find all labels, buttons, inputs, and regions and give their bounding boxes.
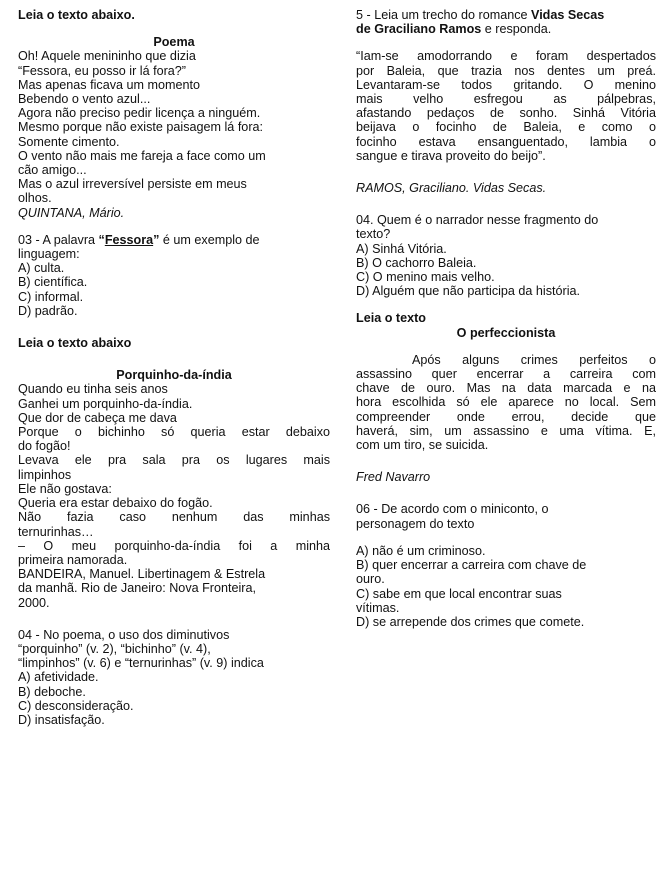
option[interactable]: D) insatisfação. bbox=[18, 712, 105, 727]
option-continuation[interactable]: vítimas. bbox=[356, 600, 400, 615]
poem-line: do fogão! bbox=[18, 439, 71, 454]
option[interactable]: B) O cachorro Baleia. bbox=[356, 255, 477, 270]
poem-title: Porquinho-da-índia bbox=[116, 368, 232, 383]
section-heading: Leia o texto abaixo bbox=[18, 336, 132, 351]
story-body bbox=[356, 353, 656, 452]
option[interactable]: D) se arrepende dos crimes que comete. bbox=[356, 614, 585, 629]
poem-line: Queria era estar debaixo do fogão. bbox=[18, 496, 213, 511]
excerpt-line: sangue e tirava proveito do beijo”. bbox=[356, 148, 546, 163]
section-heading: Leia o texto bbox=[356, 311, 426, 326]
question-04-stem: 04 - No poema, o uso dos diminutivos bbox=[18, 627, 230, 642]
poem-line: Ele não gostava: bbox=[18, 481, 112, 496]
excerpt-line: focinho estava ensanguentado, lambia o bbox=[356, 134, 656, 149]
story-title: O perfeccionista bbox=[456, 325, 556, 340]
question-04 bbox=[18, 628, 330, 727]
option[interactable]: C) O menino mais velho. bbox=[356, 270, 495, 285]
question-06-stem: personagem do texto bbox=[356, 516, 475, 531]
story-line: assassino quer encerrar a carreira com bbox=[356, 367, 656, 382]
poem-line: Oh! Aquele menininho que dizia bbox=[18, 49, 196, 64]
question-04b bbox=[356, 213, 656, 298]
option[interactable]: A) Sinhá Vitória. bbox=[356, 241, 447, 256]
author-name: de Graciliano Ramos bbox=[356, 22, 482, 37]
question-03 bbox=[18, 233, 330, 318]
option[interactable]: C) sabe em que local encontrar suas bbox=[356, 586, 562, 601]
option[interactable]: B) deboche. bbox=[18, 684, 86, 699]
quote-mark: “ bbox=[98, 232, 105, 247]
excerpt-line: beijava o focinho de Baleia, e como o bbox=[356, 120, 656, 135]
story-author: Fred Navarro bbox=[356, 470, 431, 485]
poem-line: Somente cimento. bbox=[18, 134, 120, 149]
story-line: hora escolhida só ele aparece no local. Sem bbox=[356, 395, 656, 410]
poem-line: Mas o azul irreversível persiste em meus bbox=[18, 177, 247, 192]
story-line: chave de ouro. Mas na data marcada e na bbox=[356, 381, 656, 396]
right-column bbox=[356, 8, 656, 629]
poem-line: Que dor de cabeça me dava bbox=[18, 410, 177, 425]
question-06-stem: 06 - De acordo com o miniconto, o bbox=[356, 502, 549, 517]
excerpt-line: mais velho esfregou as pálpebras, bbox=[356, 92, 656, 107]
novel-excerpt bbox=[356, 49, 656, 163]
reference-line: BANDEIRA, Manuel. Libertinagem & Estrela bbox=[18, 567, 266, 582]
poem-body bbox=[18, 49, 330, 205]
question-04b-stem: texto? bbox=[356, 227, 391, 242]
intro-text: 5 - Leia um trecho do romance bbox=[356, 8, 532, 22]
story-line: com um tiro, se suicida. bbox=[356, 438, 489, 453]
book-title: Vidas Secas bbox=[531, 8, 605, 22]
option[interactable]: D) Alguém que não participa da história. bbox=[356, 284, 581, 299]
poem-author: QUINTANA, Mário. bbox=[18, 205, 125, 220]
poem-line: limpinhos bbox=[18, 467, 72, 482]
poem-line: Mas apenas ficava um momento bbox=[18, 77, 200, 92]
option[interactable]: A) afetividade. bbox=[18, 670, 99, 685]
poem-line: – O meu porquinho-da-índia foi a minha bbox=[18, 538, 330, 553]
poem-line: Bebendo o vento azul... bbox=[18, 92, 151, 107]
reference-line: 2000. bbox=[18, 595, 50, 610]
poem-body bbox=[18, 382, 330, 567]
section-heading: Leia o texto abaixo. bbox=[18, 8, 135, 22]
excerpt-reference: RAMOS, Graciliano. Vidas Secas. bbox=[356, 181, 547, 196]
option[interactable]: D) padrão. bbox=[18, 303, 78, 318]
stem-text: 03 - A palavra bbox=[18, 232, 99, 247]
poem-line: olhos. bbox=[18, 191, 52, 206]
stem-text: é um exemplo de bbox=[159, 232, 260, 247]
poem-line: Agora não preciso pedir licença a ninguém. bbox=[18, 106, 261, 121]
poem-line: Ganhei um porquinho-da-índia. bbox=[18, 396, 193, 411]
poem-line: Mesmo porque não existe paisagem lá fora: bbox=[18, 120, 264, 135]
option[interactable]: A) culta. bbox=[18, 261, 65, 276]
poem-line: Não fazia caso nenhum das minhas bbox=[18, 510, 330, 525]
story-line: haverá, sim, um assassino e uma vítima. E, bbox=[356, 423, 656, 438]
option[interactable]: B) científica. bbox=[18, 275, 88, 290]
intro-text: e responda. bbox=[481, 22, 552, 37]
option[interactable]: B) quer encerrar a carreira com chave de bbox=[356, 558, 587, 573]
excerpt-line: “Iam-se amodorrando e foram despertados bbox=[356, 49, 656, 64]
question-05-intro bbox=[356, 8, 656, 36]
story-line: Após alguns crimes perfeitos o bbox=[412, 352, 656, 367]
excerpt-line: Levantaram-se todos gritando. O menino bbox=[356, 77, 656, 92]
question-04-stem: “porquinho” (v. 2), “bichinho” (v. 4), bbox=[18, 641, 211, 656]
option[interactable]: A) não é um criminoso. bbox=[356, 543, 486, 558]
option[interactable]: C) desconsideração. bbox=[18, 698, 134, 713]
reference-line: da manhã. Rio de Janeiro: Nova Fronteira, bbox=[18, 581, 257, 596]
option-continuation[interactable]: ouro. bbox=[356, 572, 385, 587]
poem-line: Levava ele pra sala pra os lugares mais bbox=[18, 453, 330, 468]
poem-line: ternurinhas… bbox=[18, 524, 94, 539]
option[interactable]: C) informal. bbox=[18, 289, 84, 304]
excerpt-line: afastando pedaços de sonho. Sinhá Vitória bbox=[356, 106, 656, 121]
question-06 bbox=[356, 502, 656, 629]
poem-line: Quando eu tinha seis anos bbox=[18, 382, 168, 397]
poem-line: “Fessora, eu posso ir lá fora?” bbox=[18, 63, 186, 78]
intro-line bbox=[356, 8, 656, 22]
question-03-stem bbox=[18, 233, 330, 247]
quote-mark: ” bbox=[153, 232, 160, 247]
question-04-stem: “limpinhos” (v. 6) e “ternurinhas” (v. 9) indica bbox=[18, 656, 264, 671]
poem-line: Porque o bichinho só queria estar debaixo bbox=[18, 425, 330, 440]
poem-line: primeira namorada. bbox=[18, 552, 128, 567]
question-04b-stem: 04. Quem é o narrador nesse fragmento do bbox=[356, 213, 599, 228]
question-03-stem-2: linguagem: bbox=[18, 247, 80, 262]
poem-line: cão amigo... bbox=[18, 163, 87, 178]
highlighted-word: Fessora bbox=[104, 232, 154, 247]
poem-title: Poema bbox=[153, 35, 195, 50]
excerpt-line: por Baleia, que trazia nos dentes um preá. bbox=[356, 63, 656, 78]
intro-line bbox=[356, 22, 656, 36]
bibliographic-reference bbox=[18, 567, 330, 610]
poem-line: O vento não mais me fareja a face como um bbox=[18, 148, 266, 163]
story-line: compreender onde errou, decide que bbox=[356, 409, 656, 424]
left-column bbox=[18, 8, 330, 727]
